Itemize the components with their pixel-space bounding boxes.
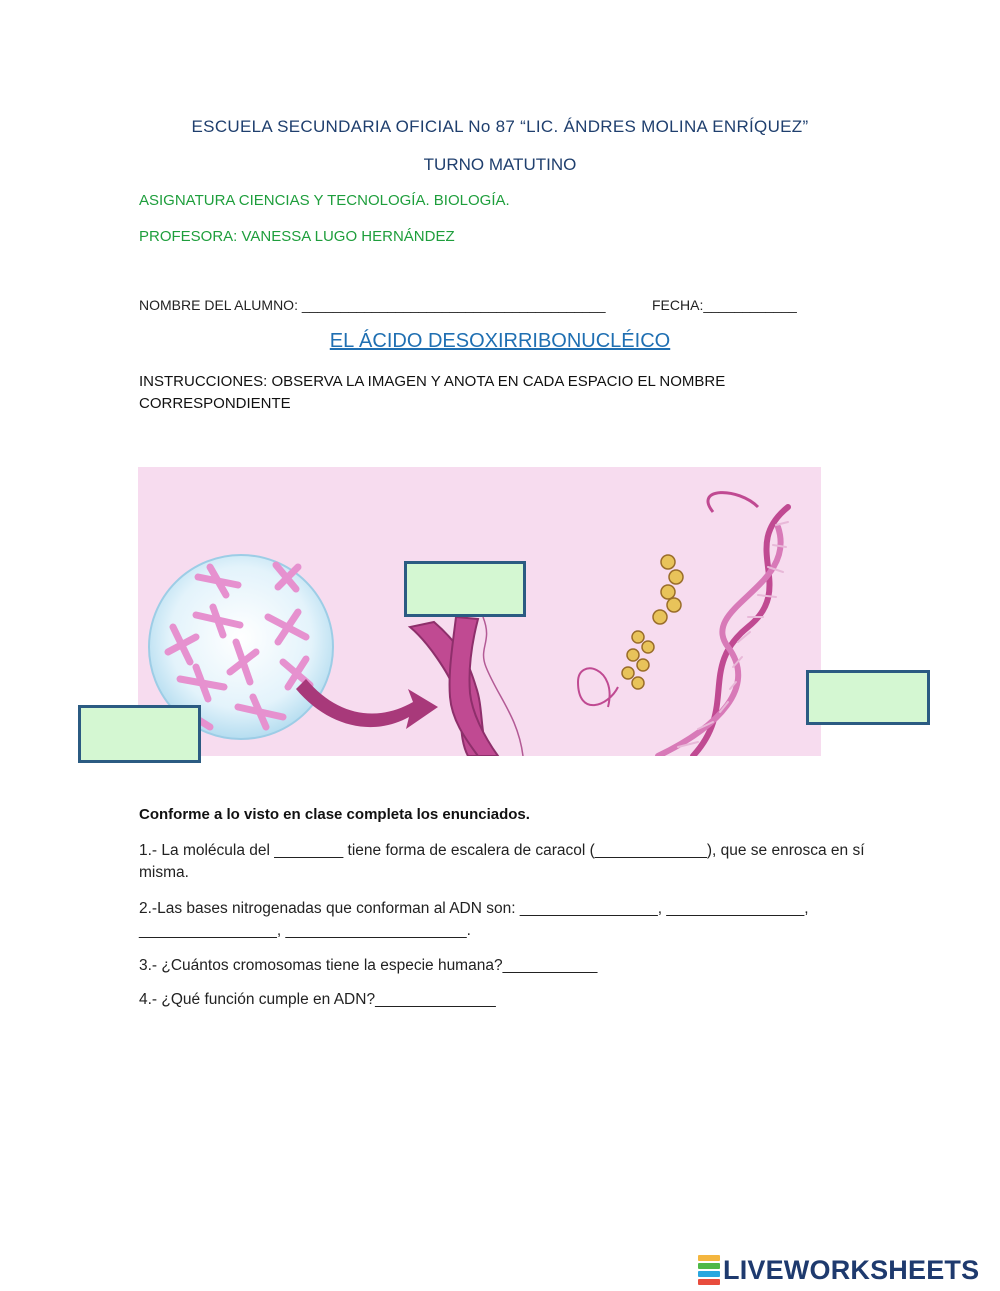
subject-label: ASIGNATURA CIENCIAS Y TECNOLOGÍA. BIOLOGÍA.: [139, 192, 510, 209]
question-3: 3.- ¿Cuántos cromosomas tiene la especie humana?___________: [139, 957, 598, 974]
question-1: 1.- La molécula del ________ tiene forma de escalera de caracol (_____________), que se enrosca en sí misma.: [139, 842, 865, 881]
brand-bar-2: [698, 1263, 720, 1269]
brand-bar-1: [698, 1255, 720, 1261]
school-name: ESCUELA SECUNDARIA OFICIAL No 87 “LIC. ÁNDRES MOLINA ENRÍQUEZ”: [191, 117, 809, 136]
answer-box-dna[interactable]: [806, 670, 930, 725]
student-name-line: NOMBRE DEL ALUMNO: _______________________________________: [139, 297, 606, 313]
question-4: 4.- ¿Qué función cumple en ADN?______________: [139, 991, 496, 1008]
brand-bar-4: [698, 1279, 720, 1285]
question-2: 2.-Las bases nitrogenadas que conforman al ADN son: ________________, ________________, ________________, _____________________.: [139, 900, 809, 939]
liveworksheets-icon: [698, 1255, 720, 1285]
brand-name: LIVEWORKSHEETS: [723, 1254, 980, 1285]
date-line: FECHA:____________: [652, 297, 797, 313]
shift-label: TURNO MATUTINO: [423, 155, 577, 174]
teacher-label: PROFESORA: VANESSA LUGO HERNÁNDEZ: [139, 228, 455, 245]
answer-box-nucleus[interactable]: [78, 705, 201, 763]
worksheet-title: EL ÁCIDO DESOXIRRIBONUCLÉICO: [329, 330, 671, 352]
answer-box-chromosome[interactable]: [404, 561, 526, 617]
instructions: INSTRUCCIONES: OBSERVA LA IMAGEN Y ANOTA EN CADA ESPACIO EL NOMBRE CORRESPONDIENTE: [139, 373, 726, 412]
liveworksheets-logo: [698, 1253, 979, 1287]
questions-intro: Conforme a lo visto en clase completa los enunciados.: [139, 806, 530, 823]
brand-bar-3: [698, 1271, 720, 1277]
